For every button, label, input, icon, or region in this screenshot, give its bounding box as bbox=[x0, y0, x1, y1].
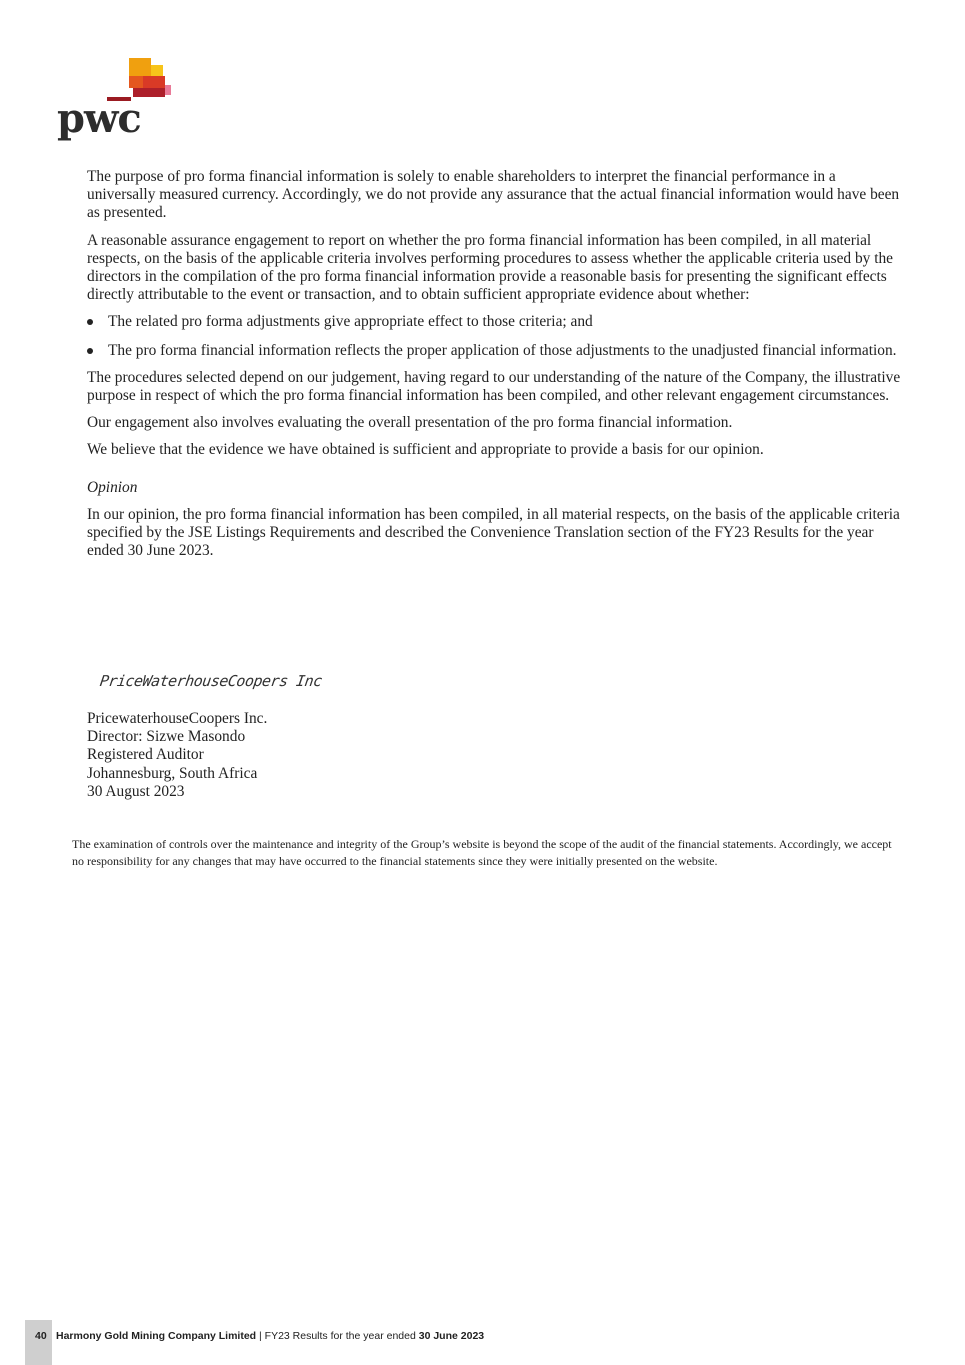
signoff-firm: PricewaterhouseCoopers Inc. bbox=[87, 710, 268, 727]
footer-date: 30 June 2023 bbox=[418, 1330, 485, 1342]
criteria-list bbox=[87, 313, 902, 359]
paragraph-procedures: The procedures selected depend on our judgement, having regard to our understanding of the nature of the Company, the illustrative purpose in respect of which the pro forma financial information has been compiled, and other relevant engagement circumstances. bbox=[87, 368, 901, 405]
list-item-text: The pro forma financial information reflects the proper application of those adjustments to the unadjusted financial information. bbox=[108, 341, 897, 359]
paragraph-presentation: Our engagement also involves evaluating the overall presentation of the pro forma financial information. bbox=[87, 414, 733, 432]
list-item bbox=[87, 313, 902, 331]
paragraph-evidence: We believe that the evidence we have obtained is sufficient and appropriate to provide a basis for our opinion. bbox=[87, 441, 764, 459]
paragraph-purpose: The purpose of pro forma financial information is solely to enable shareholders to interpret the financial performance in a universally measured currency. Accordingly, we do not provide any assurance that the actual financial information would have been as presented. bbox=[87, 168, 900, 222]
page-number-box bbox=[25, 1320, 52, 1365]
footer-company: Harmony Gold Mining Company Limited bbox=[56, 1330, 257, 1342]
website-disclaimer: The examination of controls over the maintenance and integrity of the Group’s website is beyond the scope of the audit of the financial statements. Accordingly, we accept no responsibility for any changes that may have occurred to the financial statements since they were initially presented on the website. bbox=[72, 837, 892, 868]
paragraph-opinion: In our opinion, the pro forma financial information has been compiled, in all material respects, on the basis of the applicable criteria specified by the JSE Listings Requirements and described the Convenience Translation section of the FY23 Results for the year ended 30 June 2023. bbox=[87, 505, 900, 560]
footer-separator: | bbox=[256, 1330, 265, 1342]
pwc-logo-text: pwc bbox=[57, 95, 141, 142]
bullet-icon bbox=[87, 319, 93, 325]
signoff-date: 30 August 2023 bbox=[87, 782, 185, 800]
bullet-icon bbox=[87, 348, 93, 354]
signoff-role: Registered Auditor bbox=[87, 746, 204, 764]
page-number: 40 bbox=[35, 1330, 47, 1342]
list-item bbox=[87, 342, 902, 360]
opinion-heading: Opinion bbox=[87, 478, 138, 496]
signoff-block bbox=[87, 710, 267, 801]
page-footer bbox=[25, 1320, 625, 1365]
footer-text bbox=[56, 1330, 484, 1342]
signature: PriceWaterhouseCoopers Inc bbox=[98, 672, 324, 690]
signoff-location: Johannesburg, South Africa bbox=[87, 764, 258, 782]
report-body bbox=[87, 168, 902, 569]
footer-results: FY23 Results for the year ended bbox=[264, 1330, 419, 1342]
pwc-logo bbox=[55, 55, 180, 150]
paragraph-engagement: A reasonable assurance engagement to report on whether the pro forma financial information has been compiled, in all material respects, on the basis of the applicable criteria involves performing procedures to assess whether the applicable criteria used by the directors in the compilation of the pro forma financial information provide a reasonable basis for presenting the significant effects directly attributable to the event or transaction, and to obtain sufficient appropriate evidence about whether: bbox=[87, 231, 894, 304]
list-item-text: The related pro forma adjustments give appropriate effect to those criteria; and bbox=[108, 313, 593, 331]
signoff-director: Director: Sizwe Masondo bbox=[87, 728, 246, 746]
